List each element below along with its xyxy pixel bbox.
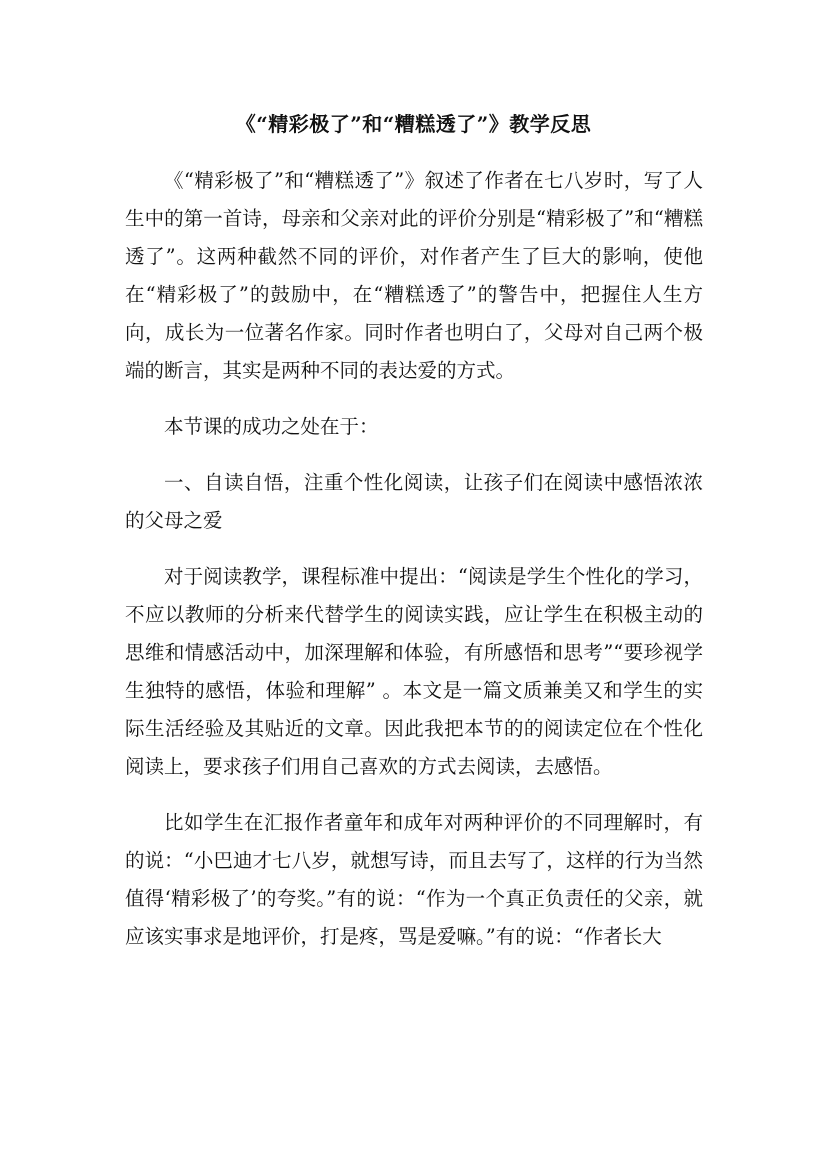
paragraph-student-examples: 比如学生在汇报作者童年和成年对两种评价的不同理解时，有的说：“小巴迪才七八岁，就想写诗，而且去写了，这样的行为当然值得‘精彩极了’的夸奖。”有的说：“作为一个真正负责任的父亲，就应该实事求是地评价，打是疼，骂是爱嘛。”有的说：“作者长大 xyxy=(125,811,703,948)
paragraph-summary: 《“精彩极了”和“糟糕透了”》叙述了作者在七八岁时，写了人生中的第一首诗，母亲和父亲对此的评价分别是“精彩极了”和“糟糕透了”。这两种截然不同的评价，对作者产生了巨大的影响，使他在“精彩极了”的鼓励中，在“糟糕透了”的警告中，把握住人生方向，成长为一位著名作家。同时作者也明白了，父母对自己两个极端的断言，其实是两种不同的表达爱的方式。 xyxy=(125,169,703,382)
paragraph-point-one-heading: 一、自读自悟，注重个性化阅读，让孩子们在阅读中感悟浓浓的父母之爱 xyxy=(125,471,703,532)
paragraph-reading-standard: 对于阅读教学，课程标准中提出：“阅读是学生个性化的学习，不应以教师的分析来代替学生的阅读实践，应让学生在积极主动的思维和情感活动中，加深理解和体验，有所感悟和思考”“要珍视学生独特的感悟，体验和理解” 。本文是一篇文质兼美又和学生的实际生活经验及其贴近的文章。因此我把本节的的阅读定位在个性化阅读上，要求孩子们用自己喜欢的方式去阅读，去感悟。 xyxy=(125,565,703,778)
document-body xyxy=(125,162,703,974)
paragraph-success-intro: 本节课的成功之处在于： xyxy=(164,415,379,438)
document-title: 《“精彩极了”和“糟糕透了”》教学反思 xyxy=(235,112,592,136)
